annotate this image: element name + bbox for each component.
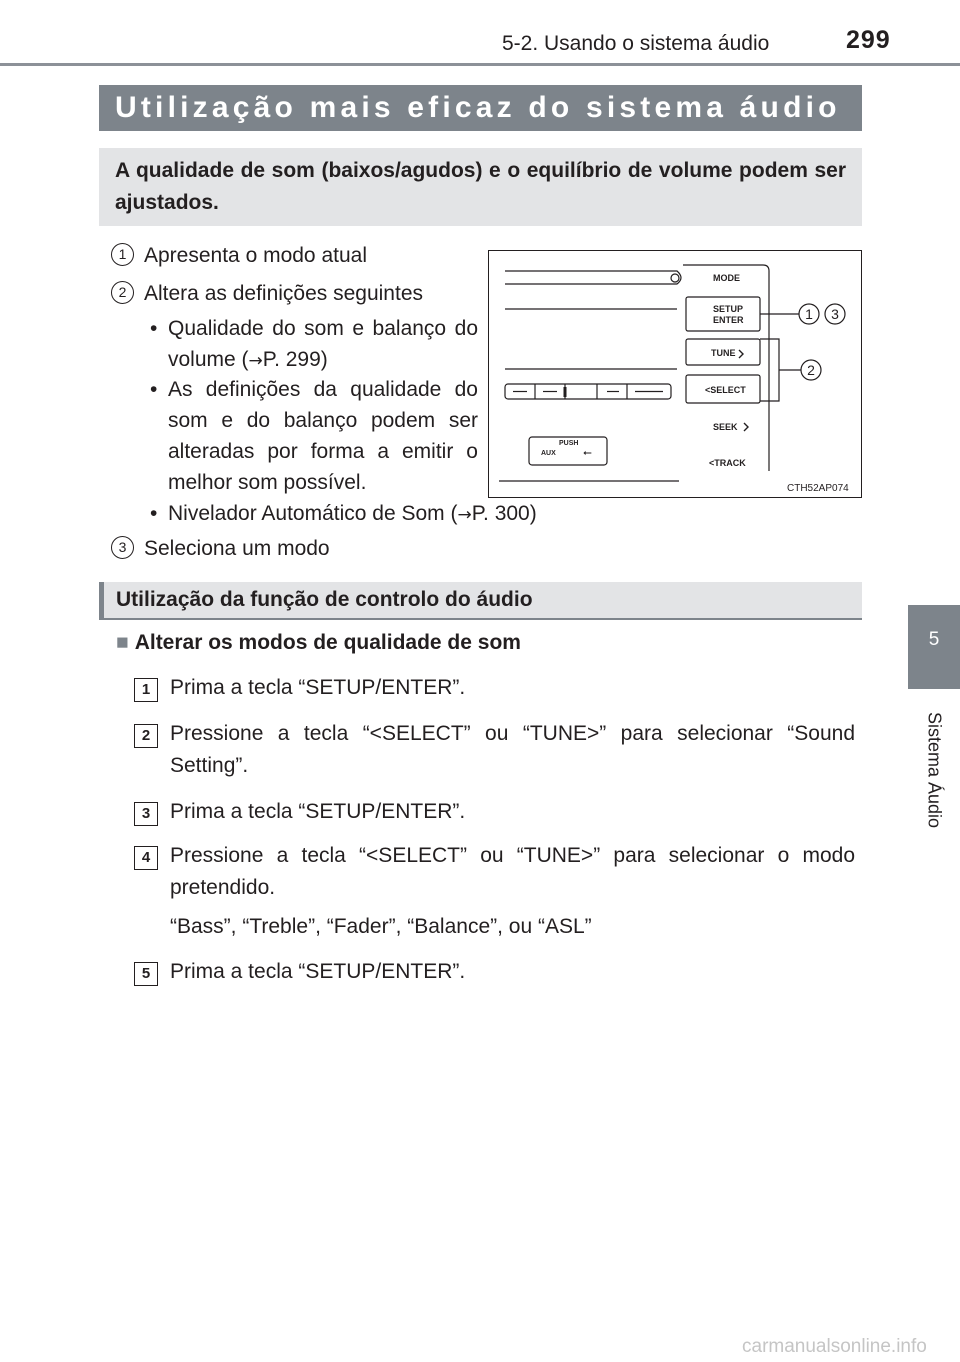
arrow-icon: →	[248, 351, 263, 371]
figure-callout-number: 3	[831, 306, 839, 322]
bullet-dot: •	[150, 317, 158, 340]
enter-label: ENTER	[713, 315, 744, 325]
callout-number: 1	[111, 243, 134, 266]
step-text: Pressione a tecla “<SELECT” ou “TUNE>” para selecionar o modo pretendido.	[170, 844, 855, 899]
bullet-item	[150, 374, 478, 498]
callout-text: Seleciona um modo	[144, 537, 330, 560]
aux-label: AUX	[541, 450, 556, 457]
step-number-badge: 5	[134, 962, 158, 986]
square-bullet-icon: ■	[116, 631, 129, 654]
callout-item-1	[111, 244, 367, 268]
chapter-tab	[908, 605, 960, 689]
chapter-number: 5	[928, 629, 940, 650]
figure-callout-number: 1	[805, 306, 813, 322]
callout-item-3	[111, 537, 330, 561]
bullet-item	[150, 313, 478, 377]
step-note: “Bass”, “Treble”, “Fader”, “Balance”, ou “ASL”	[170, 915, 592, 938]
bullet-ref: P. 299)	[262, 348, 328, 371]
bullet-text: Qualidade do som e balanço do volume (	[168, 317, 478, 371]
step-text: Prima a tecla “SETUP/ENTER”.	[170, 800, 466, 823]
callout-number: 2	[111, 281, 134, 304]
tune-label: TUNE	[711, 348, 736, 358]
figure-callout-number: 2	[807, 362, 815, 378]
bullet-ref: P. 300)	[471, 502, 537, 525]
intro-text: A qualidade de som (baixos/agudos) e o equilíbrio de volume podem ser ajustados.	[115, 159, 846, 214]
callout-item-2	[111, 282, 423, 306]
header-rule	[0, 63, 960, 66]
bullet-dot: •	[150, 502, 158, 525]
chapter-label: Sistema Áudio	[924, 711, 945, 829]
audio-unit-figure	[488, 250, 862, 498]
bullet-item	[150, 498, 650, 531]
step-number-badge: 1	[134, 678, 158, 702]
section-heading-bar	[99, 582, 862, 620]
callout-number: 3	[111, 536, 134, 559]
figure-code: CTH52AP074	[787, 483, 849, 494]
bullet-dot: •	[150, 378, 158, 401]
step-number-badge: 4	[134, 846, 158, 870]
arrow-icon: →	[457, 505, 472, 525]
bullet-text: Nivelador Automático de Som (	[168, 502, 458, 525]
step-number-badge: 2	[134, 724, 158, 748]
audio-unit-illustration	[489, 251, 861, 497]
section-heading: Utilização da função de controlo do áudio	[116, 588, 533, 611]
page-number: 299	[846, 26, 891, 54]
callout-text: Altera as definições seguintes	[144, 282, 423, 305]
callout-text: Apresenta o modo atual	[144, 244, 367, 267]
page-title-bar	[99, 85, 862, 131]
mode-button-label: MODE	[713, 273, 740, 283]
step-text: Prima a tecla “SETUP/ENTER”.	[170, 676, 466, 699]
push-label: PUSH	[559, 440, 579, 447]
page-title: Utilização mais eficaz do sistema áudio	[115, 91, 841, 124]
chapter-tab-label-box	[906, 700, 960, 840]
step-text: Pressione a tecla “<SELECT” ou “TUNE>” para selecionar “Sound Setting”.	[170, 722, 855, 777]
select-label: <SELECT	[705, 385, 746, 395]
setup-label: SETUP	[713, 304, 744, 314]
watermark: carmanualsonline.info	[742, 1336, 927, 1357]
subheading-text: Alterar os modos de qualidade de som	[134, 631, 521, 654]
running-header-section: 5-2. Usando o sistema áudio	[502, 32, 770, 55]
step-number-badge: 3	[134, 802, 158, 826]
seek-label: SEEK	[713, 422, 738, 432]
subheading	[116, 631, 521, 655]
track-label: <TRACK	[709, 458, 746, 468]
usb-icon: ⭠	[583, 446, 592, 459]
intro-box	[99, 148, 862, 226]
step-text: Prima a tecla “SETUP/ENTER”.	[170, 960, 466, 983]
bullet-text: As definições da qualidade do som e do balanço podem ser alteradas por forma a emitir o melhor som possível.	[168, 378, 478, 494]
